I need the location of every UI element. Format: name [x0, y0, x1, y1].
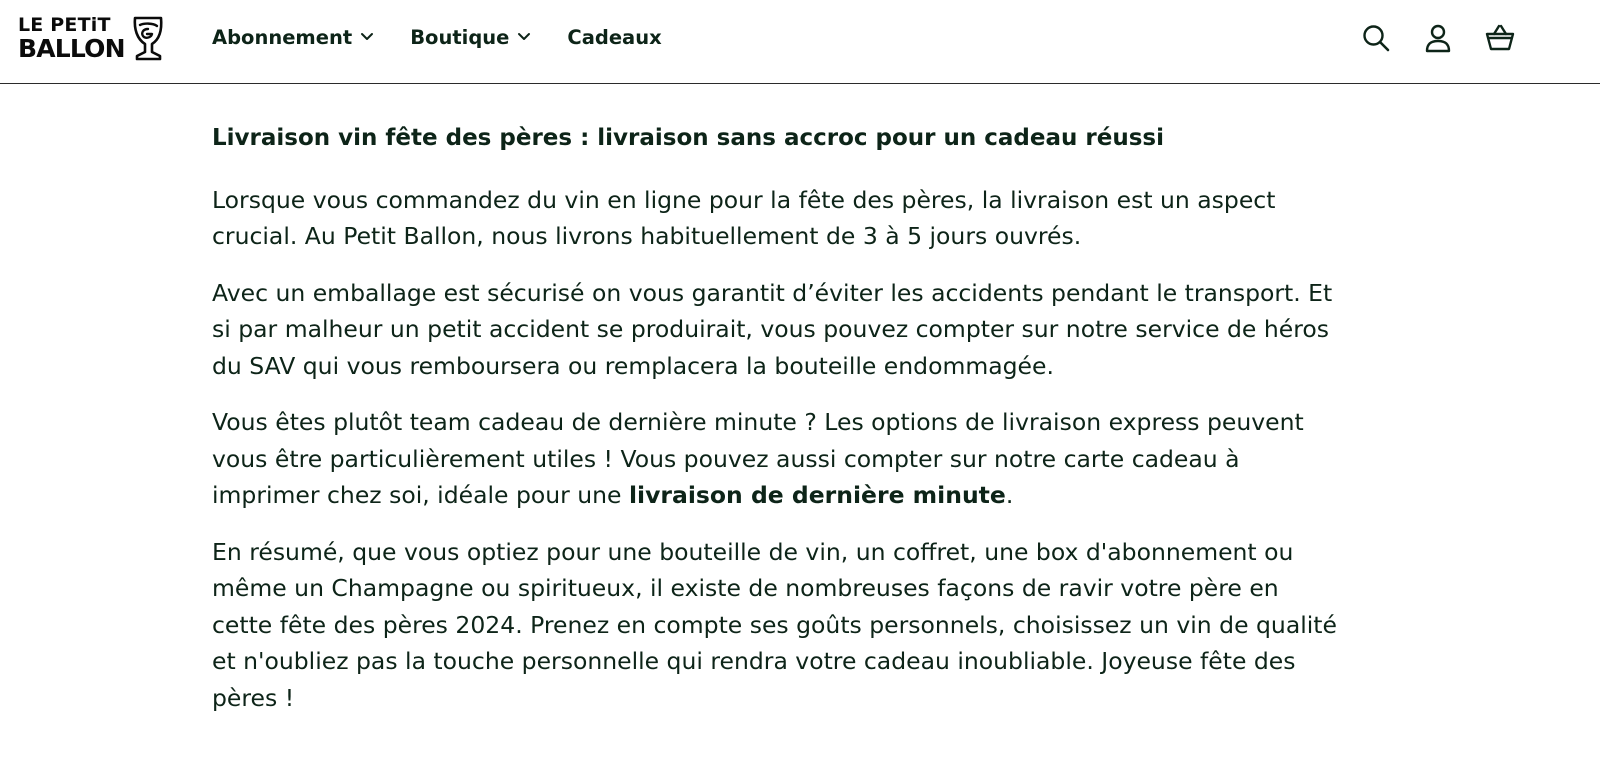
wine-glass-logo-icon [131, 15, 165, 61]
paragraph-text: Vous êtes plutôt team cadeau de dernière minute ? Les options de livraison express peuvent vous être particulièrement utiles ! Vous pouvez aussi compter sur notre carte cadeau à imprimer chez soi, idéale pour une [212, 408, 1304, 510]
nav-item-label: Abonnement [212, 25, 353, 49]
nav-item-abonnement[interactable] [212, 26, 374, 49]
nav-item-cadeaux[interactable] [567, 26, 661, 49]
article-paragraph-1: Lorsque vous commandez du vin en ligne pour la fête des pères, la livraison est un aspect crucial. Au Petit Ballon, nous livrons habituellement de 3 à 5 jours ouvrés. [212, 185, 1276, 251]
search-icon [1361, 23, 1391, 53]
nav-item-label: Cadeaux [567, 25, 662, 49]
account-icon [1423, 23, 1453, 53]
basket-button[interactable] [1482, 20, 1518, 56]
article-paragraph-4: En résumé, que vous optiez pour une bouteille de vin, un coffret, une box d'abonnement ou même un Champagne ou spiritueux, il existe de nombreuses façons de ravir votre père en cette fête des pères 2024. Prenez en compte ses goûts personnels, choisissez un vin de qualité et n'oubliez pas la touche personnelle qui rendra votre cadeau inoubliable. Joyeuse fête des pères ! [212, 537, 1337, 712]
brand-logo[interactable] [18, 14, 170, 62]
header-actions [1358, 20, 1544, 56]
basket-icon [1484, 23, 1516, 53]
site-header [0, 0, 1600, 84]
brand-line-1: LE PETiT [18, 13, 111, 36]
search-button[interactable] [1358, 20, 1394, 56]
bold-link-text: livraison de dernière minute [628, 481, 1006, 510]
account-button[interactable] [1420, 20, 1456, 56]
chevron-down-icon [360, 32, 374, 42]
article-paragraph-2: Avec un emballage est sécurisé on vous garantit d’éviter les accidents pendant le transport. Et si par malheur un petit accident se produirait, vous pouvez compter sur notre service de héros du SAV qui vous remboursera ou remplacera la bouteille endommagée. [212, 278, 1333, 380]
article-paragraph-3 [212, 404, 1342, 514]
article-heading: Livraison vin fête des pères : livraison sans accroc pour un cadeau réussi [212, 125, 1164, 151]
brand-line-2: BALLON [18, 33, 125, 63]
nav-item-boutique[interactable] [410, 26, 531, 49]
paragraph-text: . [1005, 481, 1014, 510]
main-navigation [212, 22, 698, 52]
brand-wordmark [18, 13, 125, 63]
nav-item-label: Boutique [410, 25, 510, 49]
chevron-down-icon [517, 32, 531, 42]
article-content [212, 124, 1342, 736]
